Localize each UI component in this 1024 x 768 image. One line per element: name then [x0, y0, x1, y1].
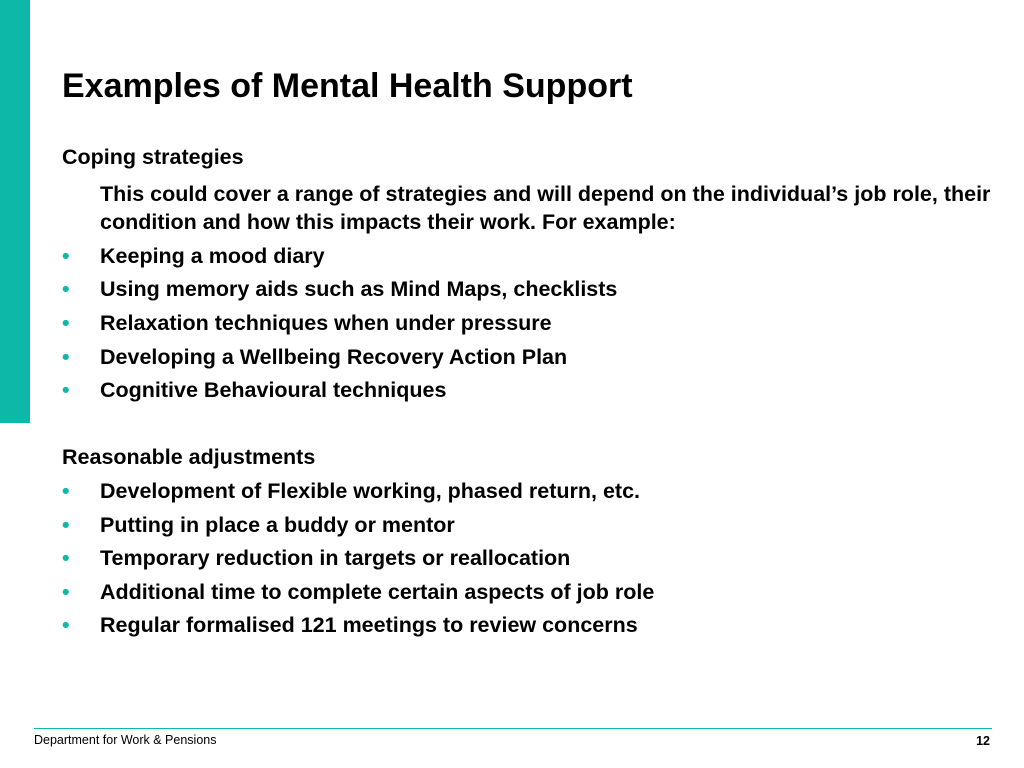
list-item — [62, 273, 992, 307]
coping-strategies-list — [62, 240, 992, 408]
bullet-icon: • — [62, 243, 70, 268]
bullet-icon: • — [62, 579, 70, 604]
bullet-icon: • — [62, 277, 70, 302]
bullet-icon: • — [62, 478, 70, 503]
list-item — [62, 475, 992, 509]
bullet-icon: • — [62, 344, 70, 369]
list-item-text: Cognitive Behavioural techniques — [100, 378, 447, 403]
reasonable-adjustments-heading: Reasonable adjustments — [62, 445, 316, 470]
bullet-icon: • — [62, 613, 70, 638]
coping-strategies-intro: This could cover a range of strategies and will depend on the individual’s job role, their condition and how this impacts their work. For example: — [100, 181, 991, 235]
footer-divider — [34, 728, 992, 729]
section-spacer — [62, 408, 992, 442]
slide-content — [62, 141, 992, 643]
list-item-text: Using memory aids such as Mind Maps, checklists — [100, 277, 618, 302]
list-item-text: Development of Flexible working, phased return, etc. — [100, 478, 640, 503]
list-item — [62, 609, 992, 643]
list-item-text: Additional time to complete certain aspects of job role — [100, 579, 655, 604]
bullet-icon: • — [62, 512, 70, 537]
bullet-icon: • — [62, 310, 70, 335]
list-item-text: Regular formalised 121 meetings to review concerns — [100, 613, 638, 638]
list-item — [62, 240, 992, 274]
accent-bar — [0, 0, 30, 423]
list-item — [62, 542, 992, 576]
slide-title: Examples of Mental Health Support — [62, 67, 633, 105]
list-item-text: Keeping a mood diary — [100, 243, 325, 268]
list-item-text: Putting in place a buddy or mentor — [100, 512, 455, 537]
reasonable-adjustments-list — [62, 475, 992, 643]
coping-strategies-heading: Coping strategies — [62, 145, 244, 169]
list-item — [62, 509, 992, 543]
list-item-text: Developing a Wellbeing Recovery Action Plan — [100, 344, 568, 369]
bullet-icon: • — [62, 378, 70, 403]
list-item-text: Temporary reduction in targets or reallocation — [100, 546, 571, 571]
list-item — [62, 374, 992, 408]
page-number: 12 — [976, 734, 990, 748]
list-item — [62, 307, 992, 341]
list-item — [62, 576, 992, 610]
bullet-icon: • — [62, 546, 70, 571]
list-item — [62, 341, 992, 375]
list-item-text: Relaxation techniques when under pressure — [100, 310, 552, 335]
footer-organisation: Department for Work & Pensions — [34, 733, 217, 747]
